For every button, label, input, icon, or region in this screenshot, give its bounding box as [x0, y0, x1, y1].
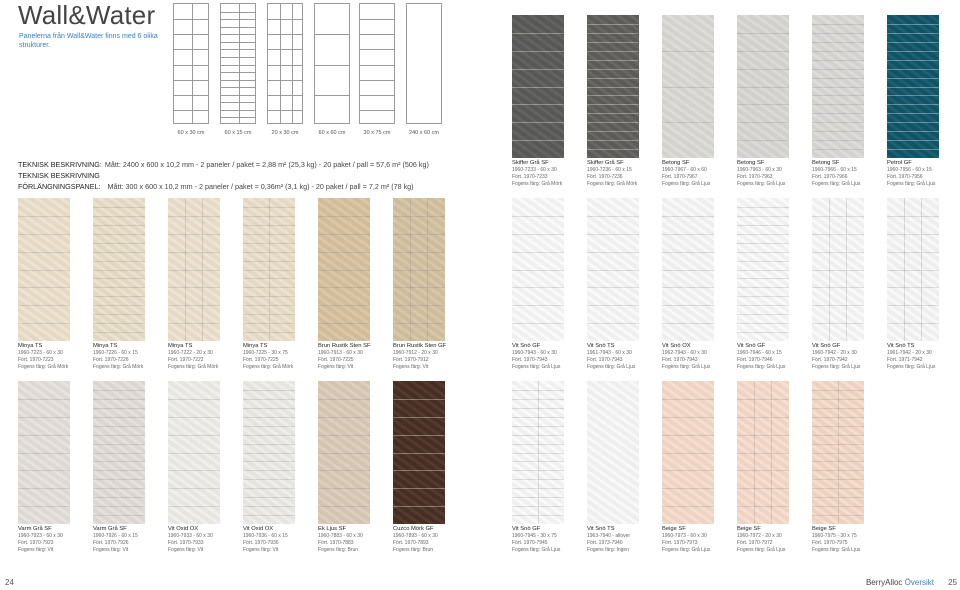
panel-extension: Fört. 1970-7926	[93, 540, 129, 546]
panel-extension: Fört. 1970-7933	[168, 540, 204, 546]
spec-label: FÖRLÄNGNINGSPANEL:	[18, 182, 101, 191]
panel-joint-color: Fogens färg: Grå Ljus	[662, 181, 711, 187]
panel-name: Beige SF	[737, 526, 761, 532]
panel-joint-color: Fogens färg: Grå Ljus	[737, 364, 786, 370]
panel-extension: Fört. 1970-7233	[512, 174, 548, 180]
panel-extension: Fört. 1970-7942	[812, 357, 848, 363]
panel-name: Beige SF	[662, 526, 686, 532]
panel-joint-color: Fogens färg: Grå Ljus	[887, 364, 936, 370]
panel-code: 1960-7236 - 60 x 15	[587, 167, 632, 173]
panel-swatch	[812, 381, 864, 524]
panel-joint-color: Fogens färg: Grå Ljus	[662, 364, 711, 370]
panel-joint-color: Fogens färg: Vit	[168, 547, 204, 553]
panel-extension: Fört. 1970-7222	[168, 357, 204, 363]
panel-name: Varm Grå SF	[18, 526, 52, 532]
pattern-label: 20 x 30 cm	[271, 130, 299, 136]
panel-code: 1960-7946 - 60 x 15	[737, 350, 782, 356]
spec-label: TEKNISK BESKRIVNING	[18, 171, 100, 180]
panel-swatch	[587, 381, 639, 524]
panel-caption	[887, 343, 957, 371]
spec-line-1	[18, 160, 429, 169]
panel-swatch	[662, 198, 714, 341]
panel-name: Beige SF	[812, 526, 836, 532]
panel-name: Vit Snö TS	[587, 343, 615, 349]
panel-code: 1960-7973 - 60 x 30	[662, 533, 707, 539]
panel-name: Vit Snö TS	[587, 526, 615, 532]
panel-caption	[662, 526, 732, 554]
panel-swatch	[168, 381, 220, 524]
panel-caption	[587, 343, 657, 371]
panel-swatch	[737, 15, 789, 158]
panel-caption	[812, 160, 882, 188]
panel-name: Betong SF	[737, 160, 765, 166]
panel-code: 1960-7233 - 60 x 30	[512, 167, 557, 173]
panel-swatch	[93, 381, 145, 524]
panel-extension: Fört. 1970-7946	[737, 357, 773, 363]
panel-swatch	[587, 15, 639, 158]
panel-extension: Fört. 1970-7226	[93, 357, 129, 363]
panel-caption	[512, 160, 582, 188]
intro-text: Panelerna från Wall&Water finns med 6 olika strukturer.	[19, 33, 158, 49]
panel-caption	[18, 343, 88, 371]
panel-code: 1960-7225 - 30 x 75	[243, 350, 288, 356]
page-title: Wall&Water	[18, 0, 156, 30]
spec-text: Mått: 2400 x 600 x 10,2 mm - 2 paneler / paket = 2,88 m² (25,3 kg) - 20 paket / pall = 57,6 m² (506 kg)	[104, 160, 429, 169]
panel-extension: Fört. 1970-7963	[737, 174, 773, 180]
panel-swatch	[168, 198, 220, 341]
panel-joint-color: Fogens färg: Vit	[243, 547, 279, 553]
panel-joint-color: Fogens färg: Grå Ljus	[737, 547, 786, 553]
panel-joint-color: Fogens färg: Brun	[318, 547, 359, 553]
panel-name: Vit Snö TS	[887, 343, 915, 349]
panel-joint-color: Fogens färg: Vit	[18, 547, 54, 553]
panel-joint-color: Fogens färg: Grå Mörk	[168, 364, 219, 370]
panel-joint-color: Fogens färg: Grå Mörk	[587, 181, 638, 187]
panel-caption	[318, 526, 388, 554]
panel-extension: Fört. 1970-7225	[318, 357, 354, 363]
pattern-diagram	[314, 3, 350, 124]
panel-extension: Fört. 1970-7912	[393, 357, 429, 363]
panel-name: Vit Snö GF	[512, 343, 541, 349]
pattern-label: 60 x 15 cm	[224, 130, 252, 136]
panel-caption	[512, 526, 582, 554]
panel-name: Ek Ljus SF	[318, 526, 347, 532]
panel-swatch	[93, 198, 145, 341]
panel-joint-color: Fogens färg: Vit	[93, 547, 129, 553]
panel-caption	[168, 526, 238, 554]
panel-name: Betong SF	[662, 160, 690, 166]
panel-swatch	[318, 381, 370, 524]
panel-name: Vit Snö GF	[512, 526, 541, 532]
panel-extension: Fört. 1970-7943	[662, 357, 698, 363]
panel-joint-color: Fogens färg: Grå Mörk	[93, 364, 144, 370]
panel-swatch	[243, 198, 295, 341]
panel-code: 1960-7222 - 20 x 30	[168, 350, 213, 356]
panel-joint-color: Fogens färg: Vit	[393, 364, 429, 370]
panel-caption	[93, 526, 163, 554]
panel-extension: Fört. 1970-7883	[318, 540, 354, 546]
panel-code: 1960-7912 - 20 x 30	[393, 350, 438, 356]
panel-extension: Fört. 1970-7936	[243, 540, 279, 546]
panel-joint-color: Fogens färg: Grå Ljus	[812, 364, 861, 370]
panel-extension: Fört. 1971-7942	[887, 357, 923, 363]
panel-swatch	[512, 15, 564, 158]
panel-extension: Fört. 1970-7945	[512, 540, 548, 546]
panel-caption	[393, 526, 463, 554]
panel-caption	[737, 343, 807, 371]
panel-name: Skiffer Grå SF	[587, 160, 624, 166]
panel-code: 1960-7933 - 60 x 30	[168, 533, 213, 539]
panel-name: Vit Snö GF	[812, 343, 841, 349]
panel-extension: Fört. 1970-7943	[512, 357, 548, 363]
panel-name: Betong SF	[812, 160, 840, 166]
panel-extension: Fört. 1970-7975	[812, 540, 848, 546]
panel-caption	[662, 343, 732, 371]
panel-name: Minya TS	[93, 343, 118, 349]
panel-caption	[887, 160, 957, 188]
panel-code: 1960-7972 - 20 x 30	[737, 533, 782, 539]
panel-swatch	[812, 198, 864, 341]
panel-code: 1960-7883 - 60 x 30	[318, 533, 363, 539]
panel-name: Cuzco Mörk GF	[393, 526, 434, 532]
panel-extension: Fört. 1970-7973	[662, 540, 698, 546]
panel-caption	[587, 526, 657, 554]
panel-swatch	[887, 15, 939, 158]
panel-code: 1960-7223 - 60 x 30	[18, 350, 63, 356]
pattern-diagram	[406, 3, 442, 124]
panel-caption	[812, 526, 882, 554]
panel-caption	[168, 343, 238, 371]
panel-caption	[587, 160, 657, 188]
panel-code: 1963-7940 - allover	[587, 533, 631, 539]
pattern-label: 60 x 60 cm	[318, 130, 346, 136]
panel-code: 1960-7967 - 60 x 60	[662, 167, 707, 173]
panel-code: 1960-7956 - 60 x 15	[887, 167, 932, 173]
page-number-right: 25	[948, 578, 957, 587]
panel-name: Petrol GF	[887, 160, 912, 166]
panel-caption	[812, 343, 882, 371]
panel-name: Minya TS	[243, 343, 268, 349]
panel-caption	[393, 343, 463, 371]
panel-code: 1960-7936 - 60 x 15	[243, 533, 288, 539]
panel-name: Varm Grå SF	[93, 526, 127, 532]
panel-joint-color: Fogens färg: Grå Ljus	[887, 181, 936, 187]
panel-code: 1960-7975 - 30 x 75	[812, 533, 857, 539]
panel-joint-color: Fogens färg: Grå Mörk	[243, 364, 294, 370]
panel-joint-color: Fogens färg: Grå Ljus	[812, 181, 861, 187]
panel-extension: Fört. 1970-7956	[887, 174, 923, 180]
panel-code: 1960-7926 - 60 x 15	[93, 533, 138, 539]
panel-code: 1960-7945 - 30 x 75	[512, 533, 557, 539]
panel-extension: Fört. 1970-7967	[662, 174, 698, 180]
panel-extension: Fört. 1970-7223	[18, 357, 54, 363]
panel-caption	[662, 160, 732, 188]
panel-swatch	[393, 381, 445, 524]
panel-code: 1961-7942 - 20 x 30	[887, 350, 932, 356]
panel-caption	[93, 343, 163, 371]
panel-name: Minya TS	[168, 343, 193, 349]
panel-name: Vit Oxid OX	[243, 526, 274, 532]
panel-name: Vit Snö GF	[737, 343, 766, 349]
panel-swatch	[737, 198, 789, 341]
panel-swatch	[393, 198, 445, 341]
panel-extension: Fört. 1970-7236	[587, 174, 623, 180]
panel-extension: Fört. 1970-7225	[243, 357, 279, 363]
pattern-diagram	[173, 3, 209, 124]
panel-swatch	[587, 198, 639, 341]
pattern-diagram	[359, 3, 395, 124]
pattern-label: 60 x 30 cm	[177, 130, 205, 136]
panel-extension: Fört. 1970-7943	[587, 357, 623, 363]
panel-caption	[243, 343, 313, 371]
panel-swatch	[243, 381, 295, 524]
panel-name: Minya TS	[18, 343, 43, 349]
spec-text: Mått: 300 x 600 x 10,2 mm - 2 paneler / paket = 0,36m² (3,1 kg) - 20 paket / pall = 7,2 m² (78 kg)	[107, 182, 414, 191]
panel-extension: Fört. 1970-7972	[737, 540, 773, 546]
spec-label: TEKNISK BESKRIVNING:	[18, 160, 102, 169]
brand-name: BerryAlloc	[865, 578, 903, 587]
pattern-diagram	[267, 3, 303, 124]
panel-joint-color: Fogens färg: Grå Mörk	[512, 181, 563, 187]
panel-swatch	[512, 381, 564, 524]
panel-joint-color: Fogens färg: Brun	[393, 547, 434, 553]
panel-swatch	[18, 381, 70, 524]
pattern-label: 240 x 60 cm	[409, 130, 439, 136]
panel-extension: Fört. 1970-7966	[812, 174, 848, 180]
panel-joint-color: Fogens färg: Grå Ljus	[512, 547, 561, 553]
panel-caption	[243, 526, 313, 554]
panel-code: 1960-7963 - 60 x 30	[737, 167, 782, 173]
panel-code: 1962-7943 - 60 x 30	[662, 350, 707, 356]
panel-name: Brun Rustik Sten SF	[318, 343, 371, 349]
panel-joint-color: Fogens färg: Grå Ljus	[512, 364, 561, 370]
panel-joint-color: Fogens färg: Grå Ljus	[737, 181, 786, 187]
panel-caption	[737, 526, 807, 554]
panel-swatch	[662, 15, 714, 158]
panel-caption	[18, 526, 88, 554]
footer-brand	[866, 578, 934, 587]
panel-name: Brun Rustik Sten GF	[393, 343, 447, 349]
panel-code: 1960-7943 - 60 x 30	[512, 350, 557, 356]
panel-name: Vit Oxid OX	[168, 526, 199, 532]
panel-code: 1960-7942 - 20 x 30	[812, 350, 857, 356]
panel-joint-color: Fogens färg: Grå Ljus	[812, 547, 861, 553]
panel-caption	[512, 343, 582, 371]
panel-extension: Fört. 1973-7940	[587, 540, 623, 546]
panel-swatch	[318, 198, 370, 341]
page-number-left: 24	[5, 578, 14, 587]
panel-caption	[737, 160, 807, 188]
panel-joint-color: Fogens färg: Grå Ljus	[662, 547, 711, 553]
panel-swatch	[737, 381, 789, 524]
panel-joint-color: Fogens färg: Ingen	[587, 547, 629, 553]
panel-swatch	[812, 15, 864, 158]
panel-swatch	[18, 198, 70, 341]
panel-code: 1960-7966 - 60 x 15	[812, 167, 857, 173]
panel-code: 1960-7913 - 60 x 30	[318, 350, 363, 356]
panel-swatch	[512, 198, 564, 341]
panel-extension: Fört. 1970-7923	[18, 540, 54, 546]
spec-line-3	[18, 182, 414, 191]
panel-code: 1961-7943 - 60 x 30	[587, 350, 632, 356]
panel-extension: Fört. 1970-7893	[393, 540, 429, 546]
panel-code: 1960-7226 - 60 x 15	[93, 350, 138, 356]
panel-code: 1960-7893 - 60 x 30	[393, 533, 438, 539]
section-name: Översikt	[904, 578, 934, 587]
panel-swatch	[662, 381, 714, 524]
panel-joint-color: Fogens färg: Vit	[318, 364, 354, 370]
panel-name: Vit Snö OX	[662, 343, 691, 349]
panel-joint-color: Fogens färg: Grå Ljus	[587, 364, 636, 370]
pattern-label: 30 x 75 cm	[363, 130, 391, 136]
spec-line-2	[18, 171, 103, 180]
panel-name: Skiffer Grå SF	[512, 160, 549, 166]
panel-joint-color: Fogens färg: Grå Mörk	[18, 364, 69, 370]
panel-code: 1960-7923 - 60 x 30	[18, 533, 63, 539]
pattern-diagram	[220, 3, 256, 124]
panel-swatch	[887, 198, 939, 341]
panel-caption	[318, 343, 388, 371]
